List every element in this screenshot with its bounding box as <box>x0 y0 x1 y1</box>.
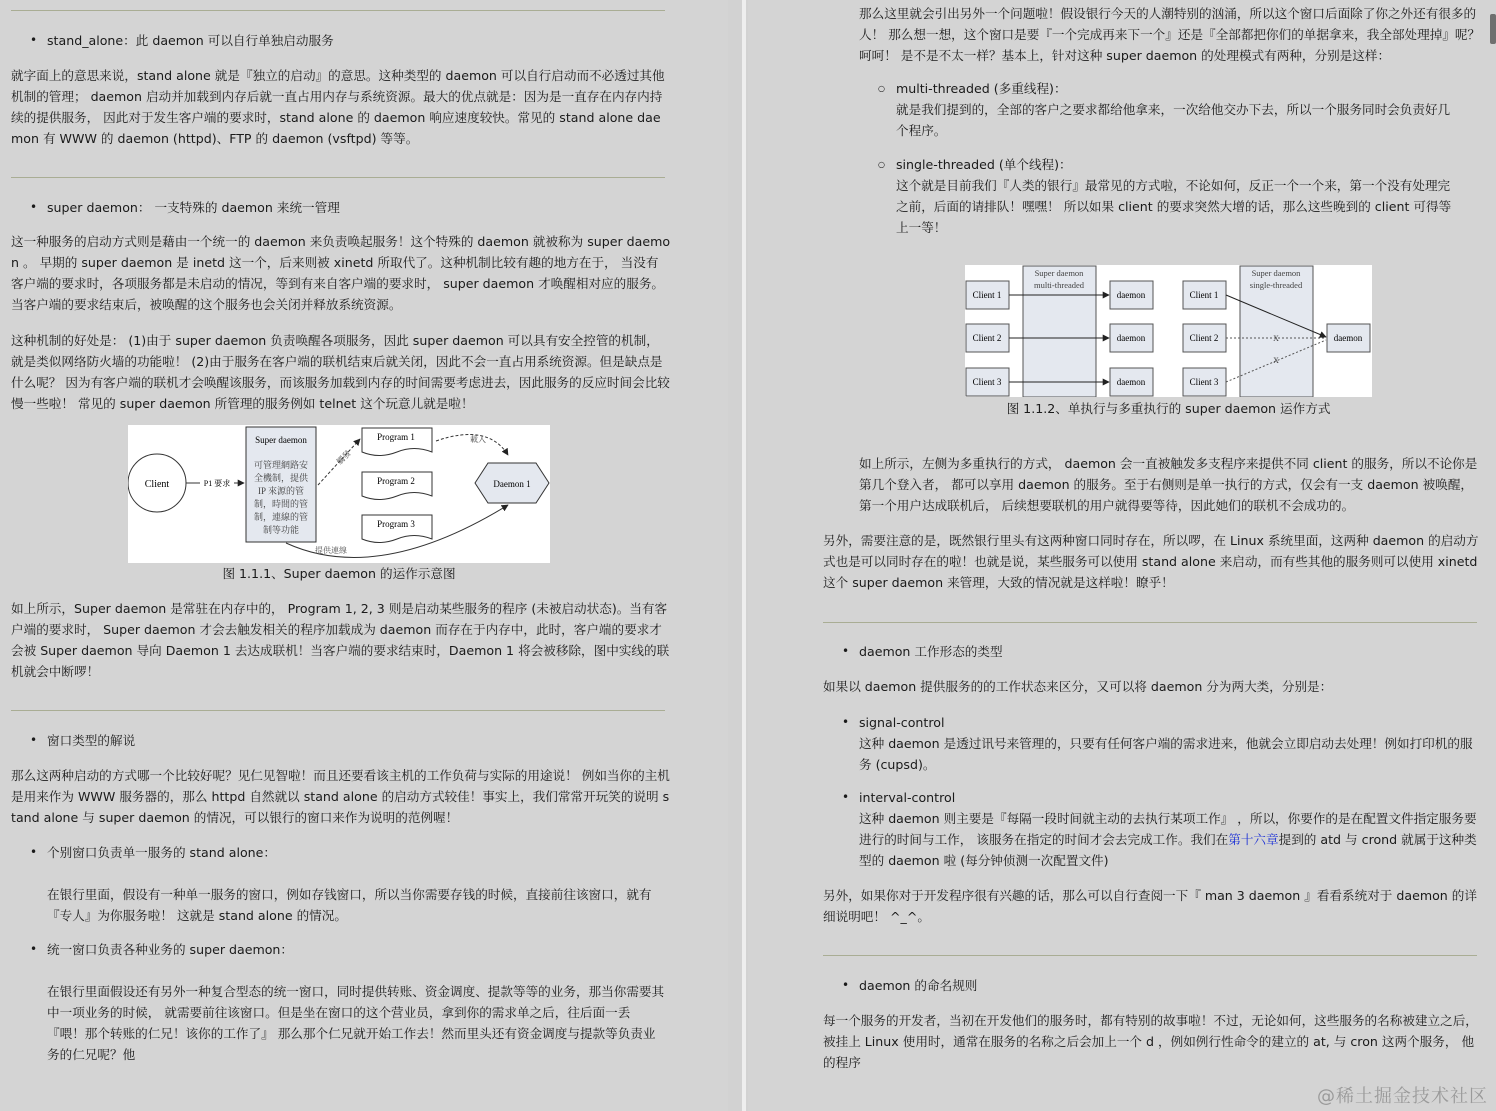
paragraph: 这种机制的好处是： (1)由于 super daemon 负责唤醒各项服务，因此 super daemon 可以具有安全控管的机制，就是类似网络防火墙的功能啦！ (2)由于服务在客户端的联机结束后就关闭，因此不会一直占用系统资源。但是缺点是什么呢？ 因为有客户端的联机才会唤醒该服务，而该服务加载到内存的时间需要考虑进去，因此服务的反应时间会比较慢一些啦！ 常见的 super daemon 所管理的服务例如 telnet 这个玩意儿就是啦！ <box>11 333 670 411</box>
daemon-1-node <box>475 463 549 503</box>
svg-text:daemon: daemon <box>1116 333 1146 343</box>
paragraph <box>859 808 1481 871</box>
list-item-interval-control: • interval-control <box>859 787 955 808</box>
svg-text:Daemon 1: Daemon 1 <box>493 479 531 489</box>
svg-text:Client 1: Client 1 <box>1189 290 1219 300</box>
paragraph: 就是我们提到的，全部的客户之要求都给他拿来，一次给他交办下去，所以一个服务同时会负责好几个程序。 <box>896 102 1451 138</box>
paragraph: 如上所示，左侧为多重执行的方式， daemon 会一直被触发多支程序来提供不同 client 的服务，所以不论你是第几个登入者， 都可以享用 daemon 的服务。至于右侧则是单一执行的方式，仅会有一支 daemon 被唤醒，第一个用户达成联机后， 后续想要联机的用户就得要等待，因此她们的联机不会成功的。 <box>859 456 1478 513</box>
svg-text:Program 3: Program 3 <box>377 519 415 529</box>
svg-text:Client 1: Client 1 <box>972 290 1002 300</box>
vertical-scrollbar[interactable] <box>1490 14 1496 44</box>
svg-text:multi-threaded: multi-threaded <box>1033 280 1085 290</box>
section-heading-stand-alone: • stand_alone：此 daemon 可以自行单独启动服务 <box>47 30 334 51</box>
svg-text:daemon: daemon <box>1116 290 1146 300</box>
section-heading-super-daemon: • super daemon： 一支特殊的 daemon 来统一管理 <box>47 197 340 218</box>
chapter-16-link[interactable]: 第十六章 <box>1228 832 1279 847</box>
section-divider <box>11 177 665 178</box>
super-daemon-diagram <box>128 425 550 563</box>
paragraph: 另外，如果你对于开发程序很有兴趣的话，那么可以自行查阅一下『 man 3 daemon 』看看系统对于 daemon 的详细说明吧！ ^_^。 <box>823 888 1477 924</box>
svg-text:Client 3: Client 3 <box>1189 377 1219 387</box>
svg-text:Super daemon: Super daemon <box>1034 268 1084 278</box>
svg-text:P1 要求: P1 要求 <box>203 479 231 488</box>
section-heading-naming-rules: • daemon 的命名规则 <box>859 975 977 996</box>
svg-text:Client 2: Client 2 <box>972 333 1002 343</box>
paragraph: 每一个服务的开发者，当初在开发他们的服务时，都有特别的故事啦！不过，无论如何，这些服务的名称被建立之后，被挂上 Linux 使用时，通常在服务的名称之后会加上一个 d ，例如例行性命令的建立的 at, 与 cron 这两个服务， 他的程序 <box>823 1013 1478 1070</box>
program-2 <box>362 472 432 500</box>
svg-text:制等功能: 制等功能 <box>262 525 300 535</box>
paragraph: 如上所示，Super daemon 是常驻在内存中的， Program 1, 2, 3 则是启动某些服务的程序 (未被启动状态)。当有客户端的要求时， Super daemon 才会去触发相关的程序加载成为 daemon 而存在于内存中，此时，客户端的要求才会被 Super daemon 导向 Daemon 1 去达成联机！当客户端的要求结束时，Daemon 1 将会被移除，图中实线的联机就会中断啰！ <box>11 601 670 679</box>
svg-text:daemon: daemon <box>1333 333 1363 343</box>
svg-text:Program 1: Program 1 <box>377 432 415 442</box>
section-divider <box>11 10 665 11</box>
paragraph: 这一种服务的启动方式则是藉由一个统一的 daemon 来负责唤起服务！这个特殊的 daemon 就被称为 super daemon 。 早期的 super daemon 是 inetd 这一个，后来则被 xinetd 所取代了。这种机制比较有趣的地方在于， 当没有客户端的要求时，各项服务都是未启动的情况，等到有来自客户端的要求时， super daemon 才唤醒相对应的服务。当客户端的要求结束后，被唤醒的这个服务也会关闭并释放系统资源。 <box>11 234 671 312</box>
svg-text:Super daemon: Super daemon <box>1251 268 1301 278</box>
svg-text:IP 來源的管: IP 來源的管 <box>258 486 304 496</box>
list-item-super-daemon-window: • 统一窗口负责各种业务的 super daemon： <box>47 939 293 960</box>
svg-text:Client 3: Client 3 <box>972 377 1002 387</box>
paragraph: 如果以 daemon 提供服务的的工作状态来区分，又可以将 daemon 分为两大类，分别是： <box>823 679 1333 694</box>
section-divider <box>823 622 1477 623</box>
svg-text:載入: 載入 <box>470 435 486 444</box>
paragraph: 那么这两种启动的方式哪一个比较好呢？见仁见智啦！而且还要看该主机的工作负荷与实际的用途说！ 例如当你的主机是用来作为 WWW 服务器的，那么 httpd 自然就以 stand alone 的启动方式较佳！事实上，我们常常开玩笑的说明 stand alone 与 super daemon 的情况，可以银行的窗口来作为说明的范例喔！ <box>11 768 670 825</box>
figure-caption: 图 1.1.1、Super daemon 的运作示意图 <box>222 566 456 581</box>
paragraph: 在银行里面假设还有另外一种复合型态的统一窗口，同时提供转账、资金调度、提款等等的业务，那当你需要其中一项业务的时候， 就需要前往该窗口。但是坐在窗口的这个营业员，拿到你的需求单之后，往后面一丢『喂！那个转账的仁兄！该你的工作了』 那么那个仁兄就开始工作去！然而里头还有资金调度与提款等负责业务的仁兄呢？他 <box>47 984 665 1062</box>
paragraph-text: 提到的 atd 与 crond 就属于这种类型的 daemon 啦 (每分钟侦测一次配置文件) <box>859 832 1477 868</box>
section-divider <box>823 955 1477 956</box>
section-divider <box>11 710 665 711</box>
threading-diagram <box>965 265 1372 397</box>
svg-text:daemon: daemon <box>1116 377 1146 387</box>
paragraph-text: 这种 daemon 则主要是『每隔一段时间就主动的去执行某项工作』 ，所以，你要作的是在配置文件指定服务要进行的时间与工作， 该服务在指定的时间才会去完成工作。我们在 <box>859 811 1477 847</box>
paragraph: 另外，需要注意的是，既然银行里头有这两种窗口同时存在，所以啰，在 Linux 系统里面，这两种 daemon 的启动方式也是可以同时存在的啦！也就是说，某些服务可以使用 stand alone 来启动，而有些其他的服务则可以使用 xinetd 这个 super daemon 来管理，大致的情况就是这样啦！瞭乎！ <box>823 533 1479 590</box>
svg-text:制，時間的管: 制，時間的管 <box>253 499 309 509</box>
svg-text:X: X <box>1273 356 1279 365</box>
client-node <box>128 454 186 512</box>
paragraph: 这种 daemon 是透过讯号来管理的，只要有任何客户端的需求进来，他就会立即启动去处理！例如打印机的服务 (cupsd)。 <box>859 736 1473 772</box>
svg-text:Super daemon: Super daemon <box>255 435 307 445</box>
svg-text:Client: Client <box>144 479 170 490</box>
list-item-stand-alone-window: • 个别窗口负责单一服务的 stand alone： <box>47 842 276 863</box>
paragraph: 就字面上的意思来说，stand alone 就是『独立的启动』的意思。这种类型的 daemon 可以自行启动而不必透过其他机制的管理； daemon 启动并加载到内存后就一直占用内存与系统资源。最大的优点就是：因为是一直存在内存内持续的提供服务， 因此对于发生客户端的要求时，stand alone 的 daemon 响应速度较快。常见的 stand alone daemon 有 WWW 的 daemon (httpd)、FTP 的 daemon (vsftpd) 等等。 <box>11 68 665 146</box>
list-item-single-threaded: ○ single-threaded (单个线程)： <box>896 154 1072 175</box>
section-heading-window-types: • 窗口类型的解说 <box>47 730 135 751</box>
list-item-multi-threaded: ○ multi-threaded (多重线程)： <box>896 78 1067 99</box>
svg-text:Client 2: Client 2 <box>1189 333 1219 343</box>
svg-text:single-threaded: single-threaded <box>1249 280 1303 290</box>
svg-text:提供連線: 提供連線 <box>315 546 347 555</box>
super-daemon-box <box>246 427 316 542</box>
program-1 <box>362 428 432 456</box>
figure-caption: 图 1.1.2、单执行与多重执行的 super daemon 运作方式 <box>1006 401 1331 416</box>
program-3 <box>362 515 432 543</box>
svg-text:全機制，提供: 全機制，提供 <box>253 473 309 483</box>
list-item-signal-control: • signal-control <box>859 712 944 733</box>
left-page <box>0 0 728 1111</box>
watermark: @稀土掘金技术社区 <box>1317 1086 1488 1107</box>
svg-text:觸發: 觸發 <box>335 448 353 467</box>
paragraph: 这个就是目前我们『人类的银行』最常见的方式啦，不论如何，反正一个一个来，第一个没有处理完之前，后面的请排队！嘿嘿！ 所以如果 client 的要求突然大增的话，那么这些晚到的 client 可得等上一等！ <box>896 178 1452 235</box>
svg-text:X: X <box>1273 334 1279 343</box>
paragraph: 在银行里面，假设有一种单一服务的窗口，例如存钱窗口，所以当你需要存钱的时候，直接前往该窗口，就有『专人』为你服务啦！ 这就是 stand alone 的情况。 <box>47 887 652 923</box>
page-gutter <box>728 0 748 1111</box>
svg-text:Program 2: Program 2 <box>377 476 415 486</box>
svg-text:制，連線的管: 制，連線的管 <box>253 512 309 522</box>
svg-text:可管理網路安: 可管理網路安 <box>253 460 309 470</box>
right-page <box>748 0 1496 1111</box>
section-heading-daemon-types: • daemon 工作形态的类型 <box>859 641 1003 662</box>
paragraph: 那么这里就会引出另外一个问题啦！假设银行今天的人潮特别的汹涌，所以这个窗口后面除了你之外还有很多的人！ 那么想一想，这个窗口是要『一个完成再来下一个』还是『全部都把你们的单据拿来，我全部处理掉』呢？呵呵！ 是不是不太一样？基本上，针对这种 super daemon 的处理模式有两种，分别是这样： <box>859 6 1481 63</box>
